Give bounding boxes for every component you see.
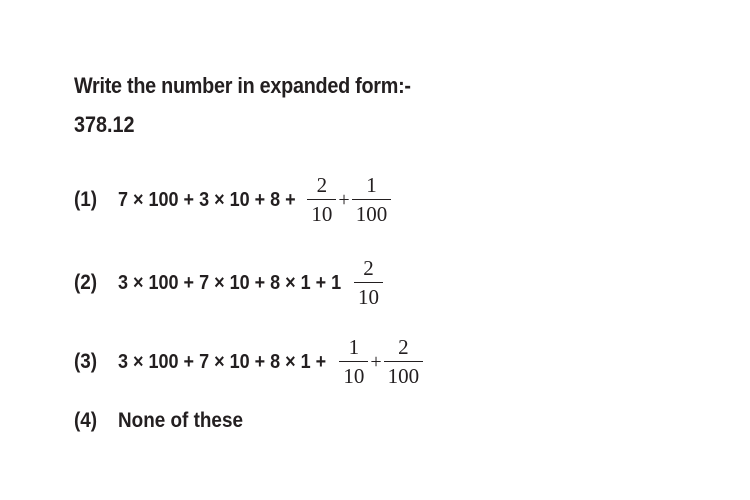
option-expression: 7 × 100 + 3 × 10 + 8 + xyxy=(118,188,296,211)
fraction-numerator: 2 xyxy=(363,256,374,280)
fraction-numerator: 1 xyxy=(366,173,377,197)
option-2[interactable] xyxy=(74,253,385,313)
fraction-numerator: 1 xyxy=(348,335,360,359)
fraction-denominator: 10 xyxy=(354,282,383,308)
fraction xyxy=(339,337,368,387)
plus-sign: + xyxy=(370,350,382,373)
fraction-numerator: 2 xyxy=(398,335,409,359)
option-label: (2) xyxy=(74,271,98,294)
option-label: (3) xyxy=(74,350,98,373)
fraction-denominator: 10 xyxy=(307,199,336,225)
question-prompt: Write the number in expanded form:- xyxy=(74,73,411,98)
option-4[interactable] xyxy=(74,391,257,451)
option-label: (4) xyxy=(74,409,98,432)
fraction-denominator: 100 xyxy=(384,361,424,387)
fraction xyxy=(307,175,336,225)
fraction-numerator: 2 xyxy=(316,173,328,197)
fraction xyxy=(384,337,424,387)
fraction xyxy=(352,175,392,225)
question-number: 378.12 xyxy=(74,112,135,137)
option-expression: 3 × 100 + 7 × 10 + 8 × 1 + xyxy=(118,350,327,373)
option-text: None of these xyxy=(118,409,243,432)
option-3[interactable] xyxy=(74,332,425,392)
fraction-denominator: 100 xyxy=(352,199,392,225)
plus-sign: + xyxy=(338,188,350,211)
fraction-denominator: 10 xyxy=(339,361,368,387)
option-1[interactable] xyxy=(74,170,393,230)
option-expression: 3 × 100 + 7 × 10 + 8 × 1 + 1 xyxy=(118,271,342,294)
fraction xyxy=(354,258,383,308)
option-label: (1) xyxy=(74,188,98,211)
